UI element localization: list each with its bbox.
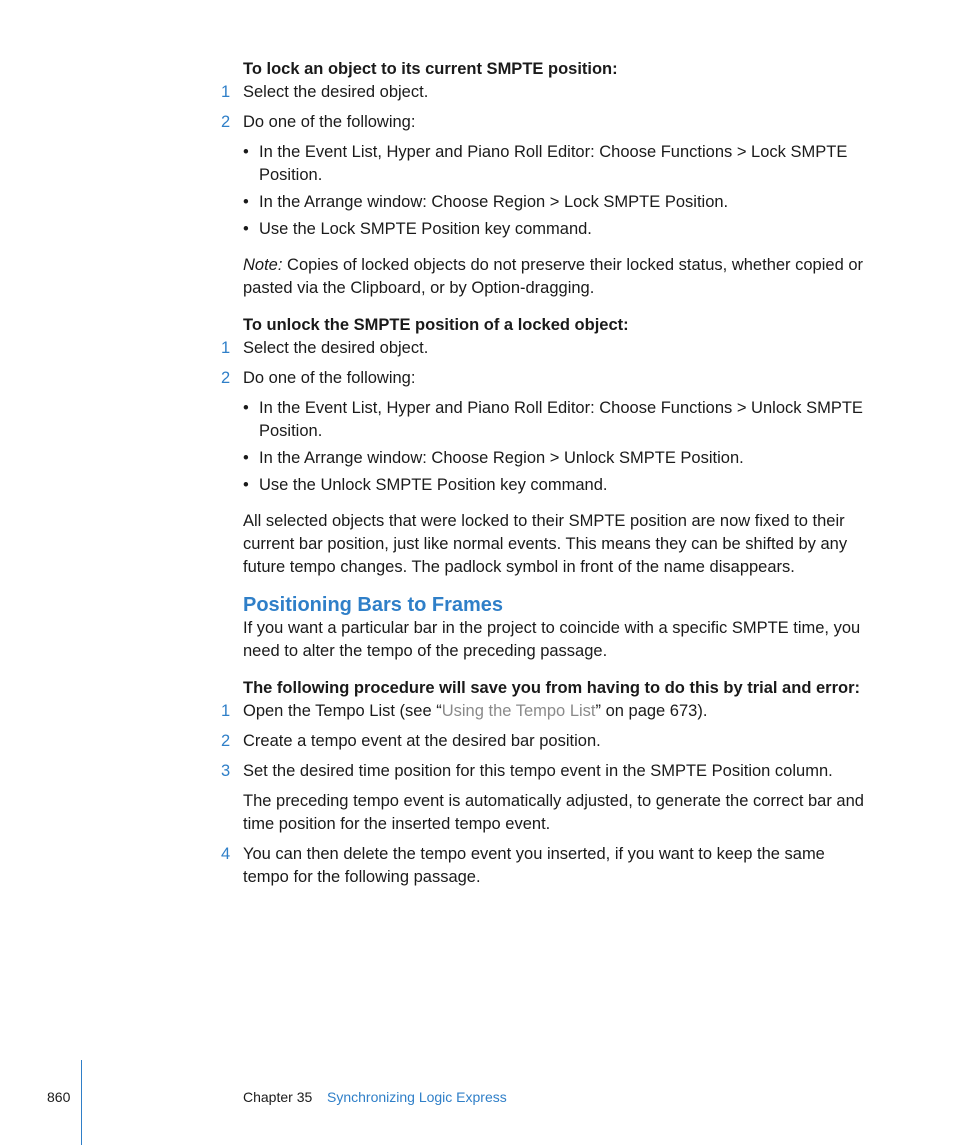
step-text: Do one of the following:	[243, 369, 416, 387]
step-text: Do one of the following:	[243, 113, 416, 131]
step-text: Select the desired object.	[243, 83, 429, 101]
tempo-procedure-title: The following procedure will save you from having to do this by trial and error:	[243, 679, 860, 697]
step-number: 4	[221, 845, 231, 863]
step-number: 2	[221, 369, 231, 387]
lock-step-2	[221, 111, 868, 134]
step-text: You can then delete the tempo event you inserted, if you want to keep the same tempo for the following passage.	[243, 845, 825, 886]
list-item: • Use the Lock SMPTE Position key command.	[243, 220, 592, 238]
unlock-step-1	[221, 337, 868, 360]
list-item: • In the Arrange window: Choose Region > Unlock SMPTE Position.	[243, 449, 744, 467]
list-item: • In the Arrange window: Choose Region > Lock SMPTE Position.	[243, 193, 729, 211]
unlock-step-2	[221, 367, 868, 390]
step-text: Select the desired object.	[243, 339, 429, 357]
footer-divider	[81, 1060, 82, 1145]
list-item: • In the Event List, Hyper and Piano Roll Editor: Choose Functions > Lock SMPTE Position.	[243, 143, 848, 184]
step-text-end: ” on page 673).	[595, 702, 708, 720]
section-heading: Positioning Bars to Frames	[243, 594, 504, 616]
section-intro: If you want a particular bar in the project to coincide with a specific SMPTE time, you need to alter the tempo of the preceding passage.	[243, 619, 861, 660]
step-number: 1	[221, 339, 231, 357]
lock-note	[243, 254, 868, 300]
note-label: Note:	[243, 256, 283, 274]
list-item: • In the Event List, Hyper and Piano Roll Editor: Choose Functions > Unlock SMPTE Position.	[243, 399, 863, 440]
step-number: 2	[221, 732, 231, 750]
step-text: Set the desired time position for this tempo event in the SMPTE Position column.	[243, 762, 833, 780]
tempo-step-1	[221, 700, 868, 723]
tempo-list-link[interactable]: Using the Tempo List	[441, 702, 596, 720]
step-number: 2	[221, 113, 231, 131]
unlock-paragraph: All selected objects that were locked to their SMPTE position are now fixed to their current bar position, just like normal events. This means they can be shifted by any future tempo changes. The padlock symbol in front of the name disappears.	[243, 512, 848, 576]
step-number: 1	[221, 83, 231, 101]
tempo-step-4	[221, 843, 868, 889]
chapter-title: Synchronizing Logic Express	[327, 1089, 507, 1105]
lock-procedure-title: To lock an object to its current SMPTE position:	[243, 60, 618, 78]
unlock-procedure-title: To unlock the SMPTE position of a locked object:	[243, 316, 629, 334]
tempo-step-2	[221, 730, 868, 753]
step-number: 3	[221, 762, 231, 780]
unlock-bullet-list	[243, 397, 868, 497]
page-footer	[0, 1088, 954, 1145]
tempo-step-3-paragraph: The preceding tempo event is automatically adjusted, to generate the correct bar and time position for the inserted tempo event.	[243, 792, 864, 833]
lock-bullet-list	[243, 141, 868, 241]
tempo-step-3	[221, 760, 868, 783]
step-number: 1	[221, 702, 231, 720]
chapter-label: Chapter 35	[243, 1089, 313, 1105]
page-number: 860	[47, 1089, 71, 1105]
step-text: Open the Tempo List (see “	[243, 702, 442, 720]
step-text: Create a tempo event at the desired bar position.	[243, 732, 601, 750]
lock-step-1	[221, 81, 868, 104]
note-text: Copies of locked objects do not preserve their locked status, whether copied or pasted via the Clipboard, or by Option-dragging.	[243, 256, 864, 297]
list-item: • Use the Unlock SMPTE Position key command.	[243, 476, 608, 494]
page-content	[221, 58, 868, 896]
